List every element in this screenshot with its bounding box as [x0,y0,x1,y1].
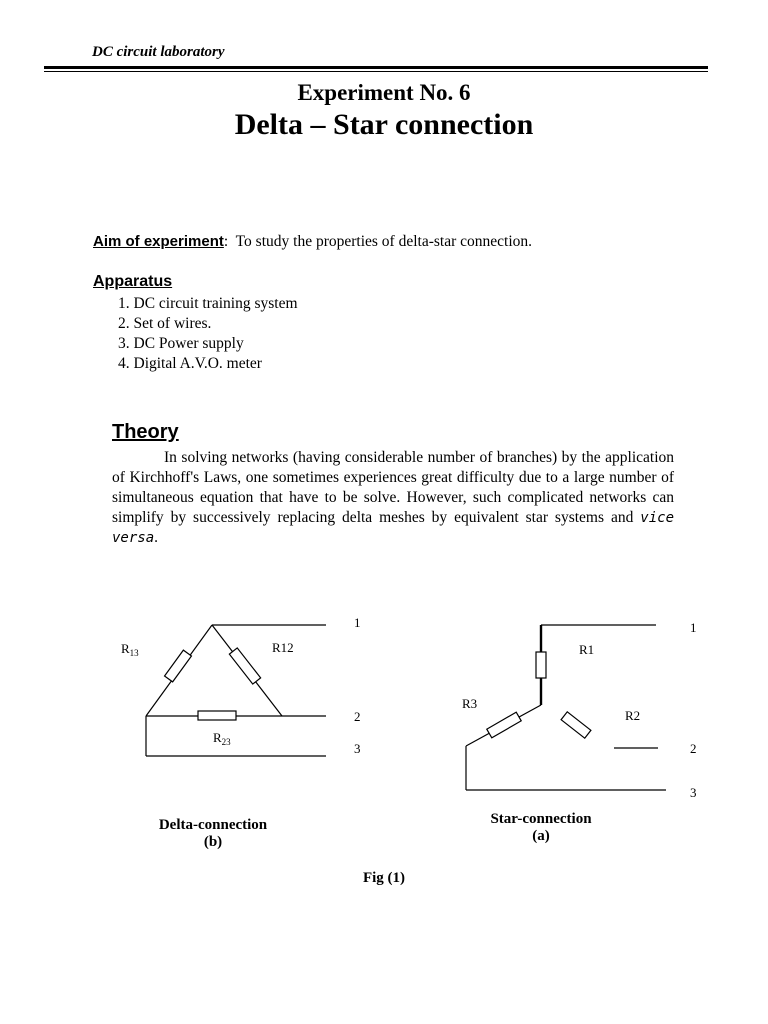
delta-caption-text: Delta-connection [158,817,268,833]
label-r1: R1 [579,642,595,657]
star-caption-sub: (a) [532,828,550,844]
resistor-r23 [198,711,236,720]
delta-caption [138,817,288,851]
star-caption [466,811,616,845]
resistor-r2 [561,712,591,738]
experiment-title: Delta – Star connection [234,108,534,141]
star-terminal-2: 2 [690,741,697,756]
figure-labels [121,615,697,800]
apparatus-item: 1. DC circuit training system [118,295,298,312]
header-rule-thick [44,66,708,69]
resistor-r1 [536,652,546,678]
delta-terminal-3: 3 [354,741,361,756]
delta-terminal-1: 1 [354,615,361,630]
aim-label: Aim of experiment [93,233,224,250]
apparatus-item: 3. DC Power supply [118,335,244,352]
apparatus-item: 4. Digital A.V.O. meter [118,355,262,372]
theory-heading: Theory [112,421,179,443]
theory-emphasis: vice versa [112,510,674,546]
resistor-r12 [229,648,260,684]
delta-terminal-2: 2 [354,709,361,724]
label-r3: R3 [462,696,478,711]
aim-section [93,233,532,251]
label-r23: $R_{23}$ [213,730,231,747]
label-r13: $R_{13}$ [121,641,139,658]
delta-circuit [146,625,326,756]
apparatus-heading: Apparatus [93,273,173,290]
aim-separator: : [223,233,229,250]
resistor-r3 [487,712,521,738]
apparatus-item: 2. Set of wires. [118,315,212,332]
aim-text: To study the properties of delta-star connection. [235,233,533,250]
theory-end: . [154,529,159,546]
delta-star-figure [0,600,768,870]
page-header: DC circuit laboratory [92,44,225,60]
resistor-r13 [165,650,192,682]
star-terminal-1: 1 [690,620,697,635]
theory-body: In solving networks (having considerable number of branches) by the application of Kirchhoff's Laws, one sometimes experiences great difficulty due to a large number of simultaneous equation that have to be solve. However, such complicated networks can simplify by successively replacing delta meshes by equivalent star systems and [112,449,674,526]
experiment-number: Experiment No. 6 [297,80,471,105]
figure-caption: Fig (1) [362,870,406,886]
apparatus-list [118,294,298,374]
star-caption-text: Star-connection [490,811,592,827]
header-rule-thin [44,71,708,72]
label-r2: R2 [625,708,641,723]
delta-caption-sub: (b) [203,834,223,850]
label-r12: R12 [272,640,294,655]
theory-paragraph [112,448,674,548]
star-terminal-3: 3 [690,785,697,800]
